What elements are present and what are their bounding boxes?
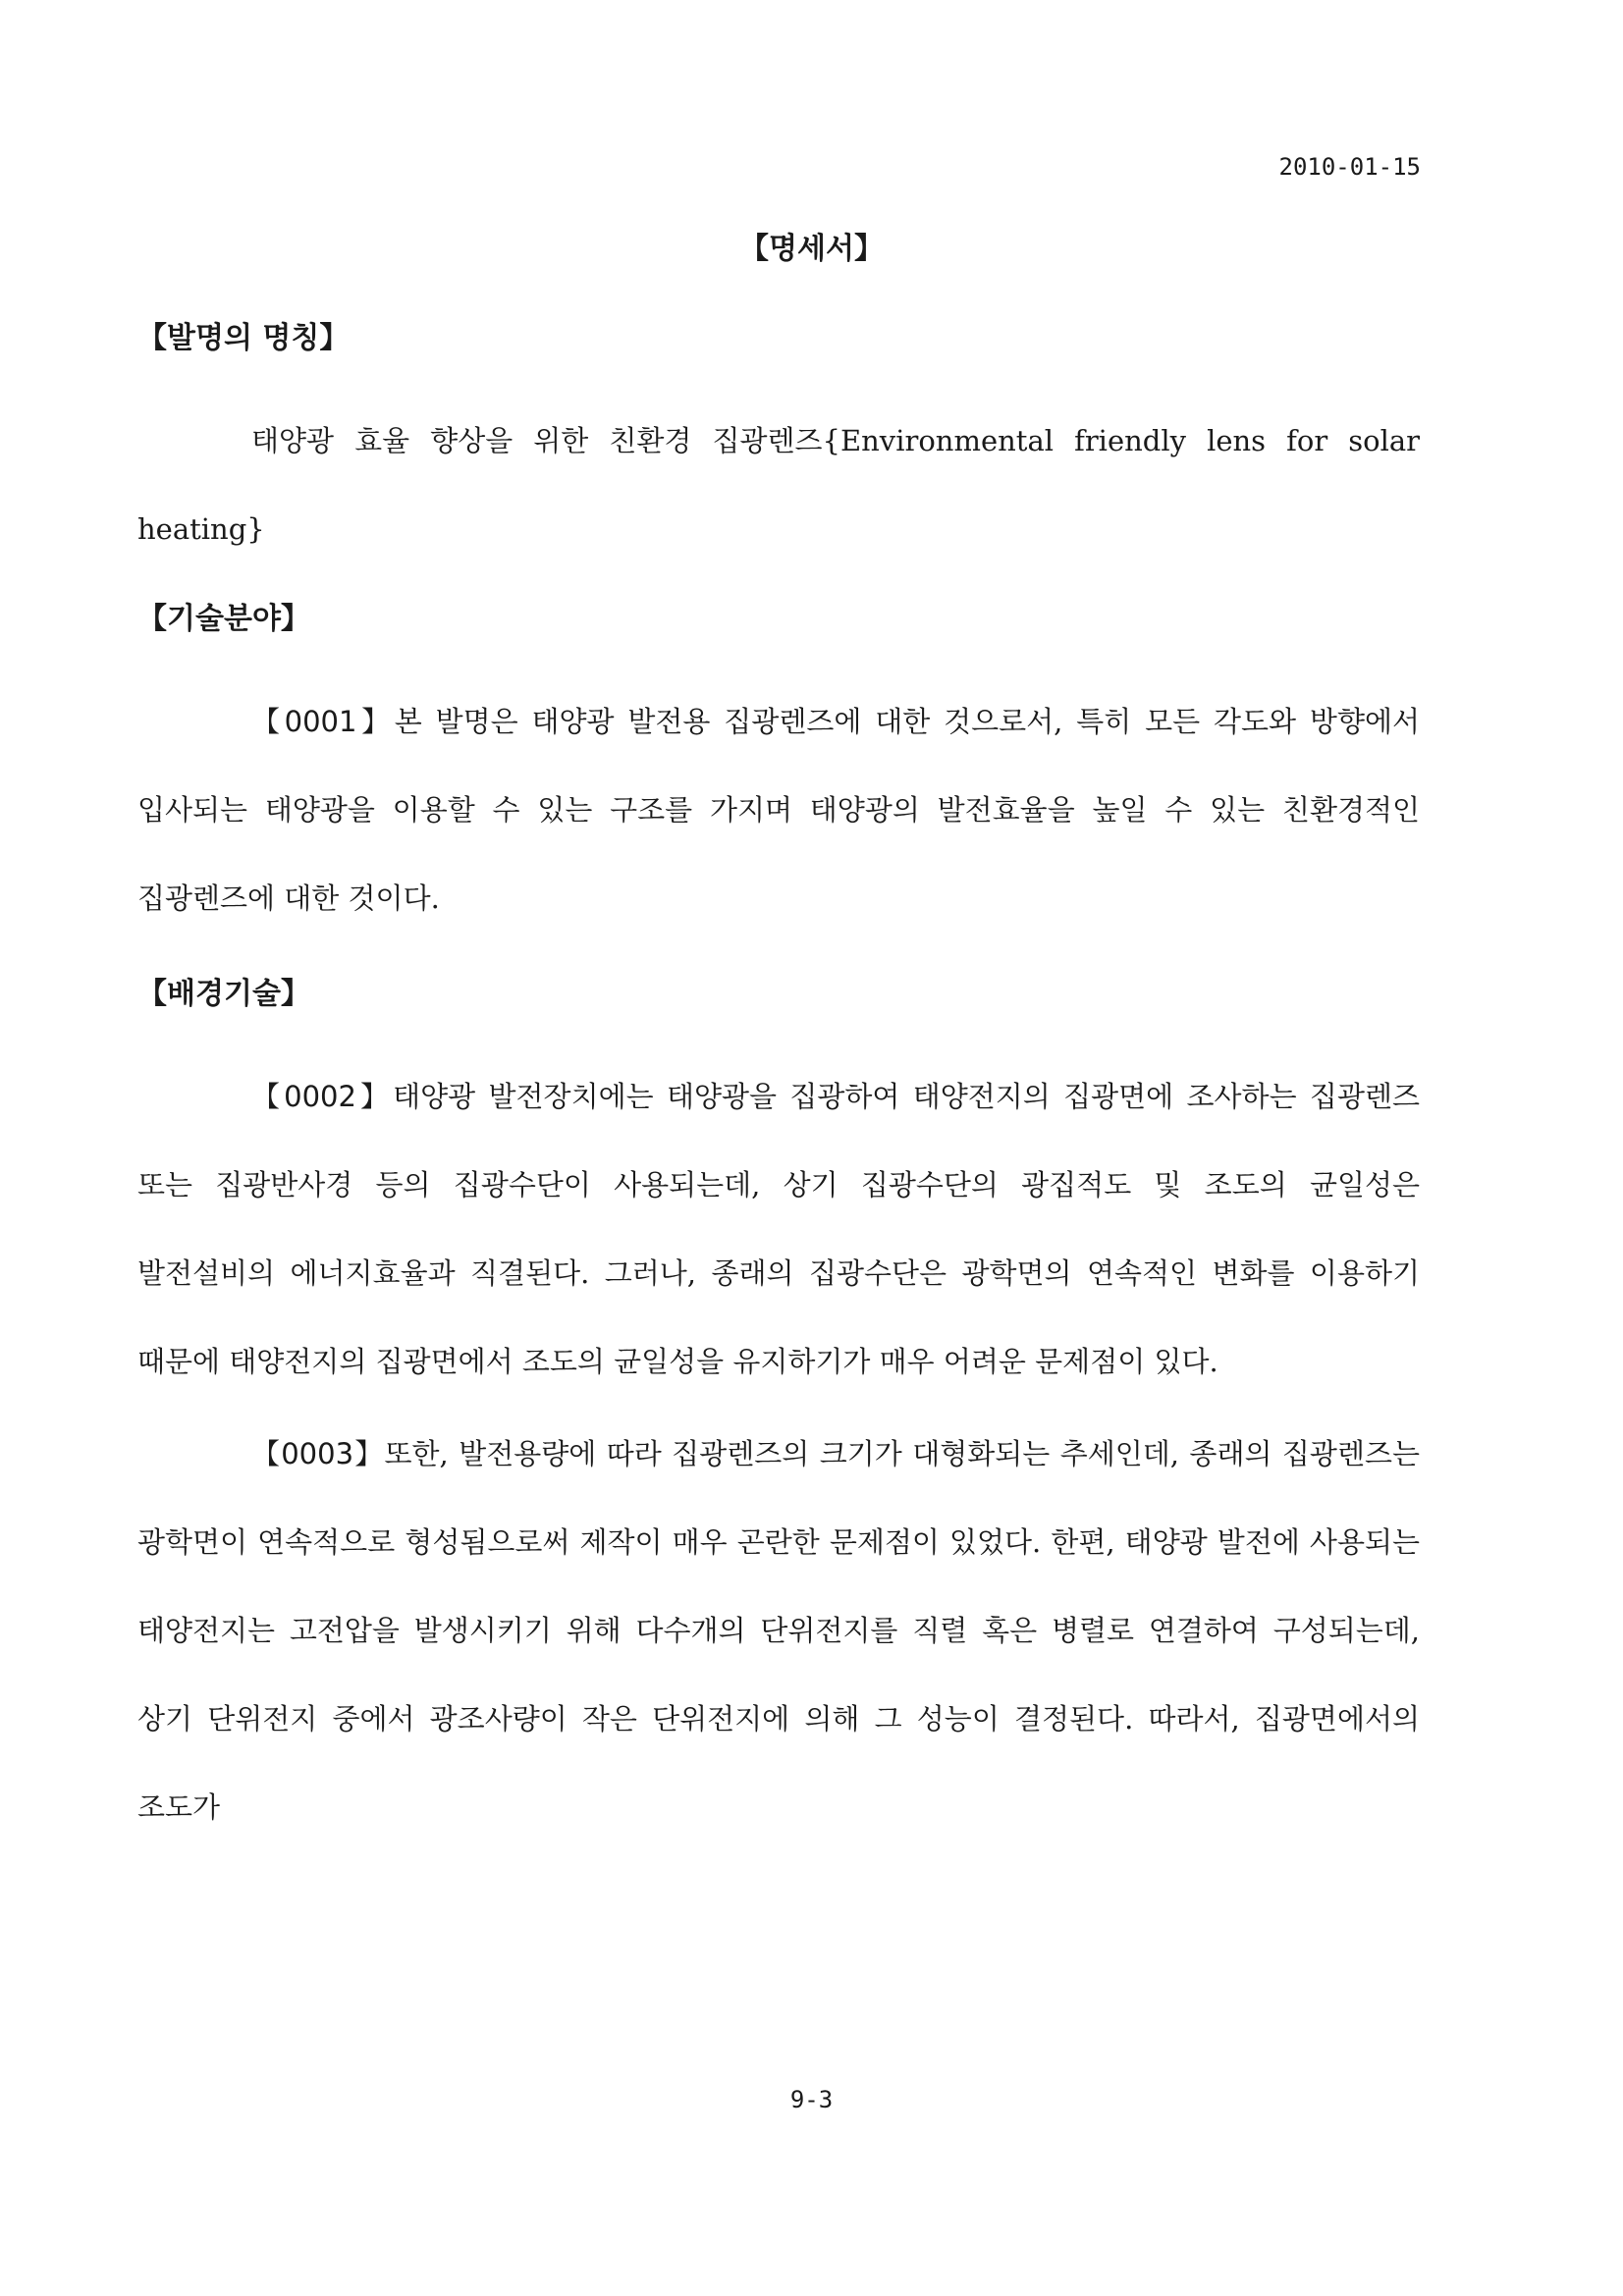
paragraph-text: 또한, 발전용량에 따라 집광렌즈의 크기가 대형화되는 추세인데, 종래의 집광렌즈는 광학면이 연속적으로 형성됨으로써 제작이 매우 곤란한 문제점이 있었다. 한편, 태양광 발전에 사용되는 태양전지는 고전압을 발생시키기 위해 다수개의 단위전지를 직렬 혹은 병렬로 연결하여 구성되는데, 상기 단위전지 중에서 광조사량이 작은 단위전지에 의해 그 성능이 결정된다. 따라서, 집광면에서의 조도가	[137, 1437, 1420, 1824]
paragraph-number: 【0002】	[251, 1080, 394, 1113]
section-heading-invention-title: 【발명의 명칭】	[137, 321, 350, 355]
section-heading-technical-field: 【기술분야】	[137, 602, 310, 636]
page-number: 9-3	[789, 2086, 834, 2113]
document-title: 【명세서】	[739, 232, 884, 266]
section-heading-background-art: 【배경기술】	[137, 977, 310, 1011]
paragraph-0003	[137, 1410, 1420, 1851]
invention-title-text: 태양광 효율 향상을 위한 친환경 집광렌즈{Environmental friendly lens for solar heating}	[137, 424, 1420, 546]
paragraph-text: 태양광 발전장치에는 태양광을 집광하여 태양전지의 집광면에 조사하는 집광렌즈 또는 집광반사경 등의 집광수단이 사용되는데, 상기 집광수단의 광집적도 및 조도의 균일성은 발전설비의 에너지효율과 직결된다. 그러나, 종래의 집광수단은 광학면의 연속적인 변화를 이용하기 때문에 태양전지의 집광면에서 조도의 균일성을 유지하기가 매우 어려운 문제점이 있다.	[137, 1080, 1420, 1378]
paragraph-0002	[137, 1052, 1420, 1406]
paragraph-number: 【0001】	[251, 705, 395, 738]
document-body	[137, 314, 1420, 1855]
paragraph-text: 본 발명은 태양광 발전용 집광렌즈에 대한 것으로서, 특히 모든 각도와 방향에서 입사되는 태양광을 이용할 수 있는 구조를 가지며 태양광의 발전효율을 높일 수 있는 친환경적인 집광렌즈에 대한 것이다.	[137, 705, 1420, 915]
paragraph-0001	[137, 677, 1420, 942]
document-date: 2010-01-15	[1278, 153, 1421, 181]
paragraph-number: 【0003】	[251, 1437, 385, 1470]
